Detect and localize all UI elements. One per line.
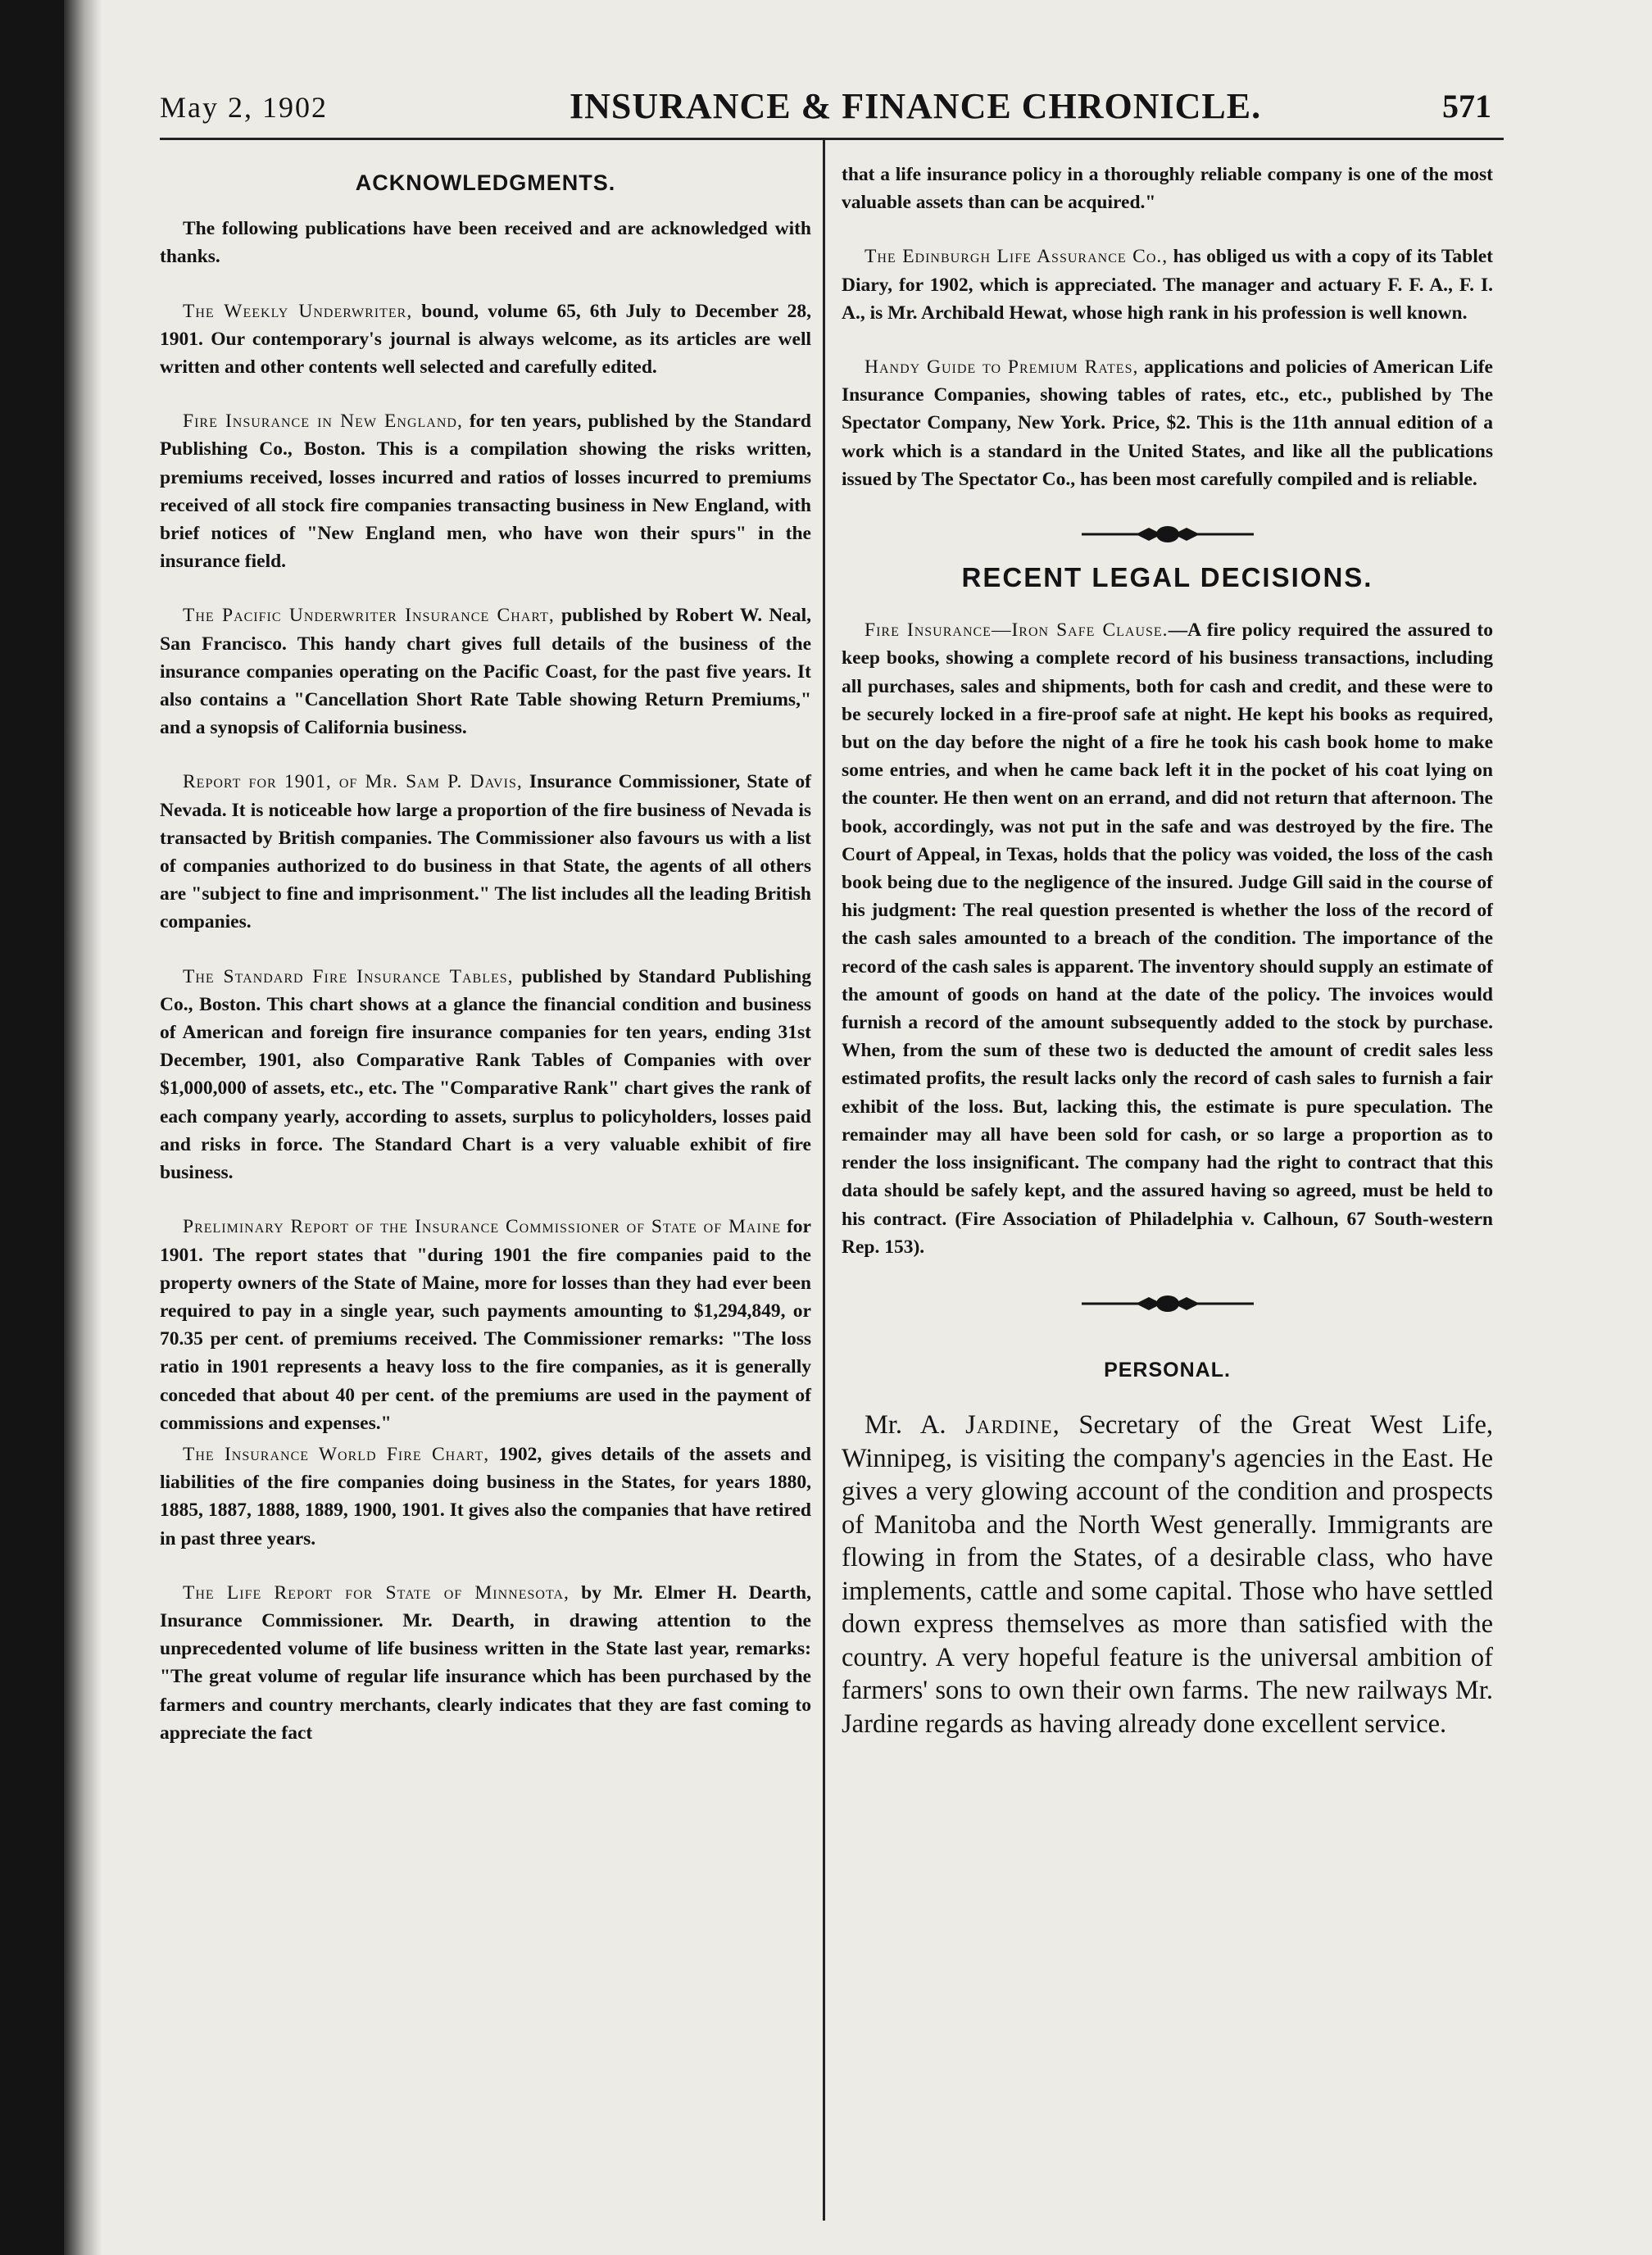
ack-entry	[160, 1213, 811, 1437]
ack-entry	[842, 353, 1493, 493]
section-ornament-icon	[1082, 520, 1254, 549]
personal-heading: PERSONAL.	[1104, 1358, 1231, 1382]
legal-decision-text: —A fire policy required the assured to keep books, showing a complete record of his business transactions, including all purchases, sales and shipments, both for cash and credit, and these were to be securely locked in a fire-proof safe at night. He kept his books as required, but on the day before the night of a fire he took his cash book home to make some entries, and when he came back left it in the pocket of his coat lying on the counter. He then went on an errand, and did not return that afternoon. The book, accordingly, was not put in the safe and was destroyed by the fire. The Court of Appeal, in Texas, holds that the policy was voided, the loss of the cash book being due to the negligence of the insured. Judge Gill said in the course of his judgment: The real question presented is whether the loss of the record of the cash sales amounted to a breach of the condition. The importance of the record of the cash sales is apparent. The inventory should supply an estimate of the amount of goods on hand at the date of the policy. The invoices would furnish a record of the amount subsequently added to the stock by purchase. When, from the sum of these two is deducted the amount of credit sales less estimated profits, the result lacks only the record of cash sales to furnish a fair exhibit of the loss. But, lacking this, the estimate is pure speculation. The remainder may all have been sold for cash, or so large a proportion as to render the loss insignificant. The company had the right to contract that this data should be safely kept, and the assured having so agreed, must be held to his contract. (Fire Association of Philadelphia v. Calhoun, 67 South-western Rep. 153).	[842, 619, 1493, 1258]
ack-entry-text: published by Standard Publishing Co., Boston. This chart shows at a glance the financial condition and business of American and foreign fire insurance companies for ten years, ending 31st December, 1901, also Comparative Rank Tables of Companies with over $1,000,000 of assets, etc., etc. The "Comparative Rank" chart gives the rank of each company yearly, according to assets, surplus to policyholders, losses paid and risks in force. The Standard Chart is a very valuable exhibit of fire business.	[160, 965, 811, 1184]
ack-entry-text: bound, volume 65, 6th July to December 28, 1901. Our contemporary's journal is always welcome, as its articles are well written and other contents well selected and carefully edited.	[160, 300, 811, 379]
personal-name: Jardine	[965, 1410, 1053, 1441]
ack-entry-lead: The Pacific Underwriter Insurance Chart,	[183, 605, 555, 627]
header-rule	[160, 138, 1504, 140]
ack-entry	[160, 407, 811, 575]
ack-entry-text: The following publications have been received and are acknowledged with thanks.	[160, 218, 811, 268]
personal-item	[842, 1409, 1493, 1740]
right-column	[842, 161, 1493, 1767]
continued-text: that a life insurance policy in a thoroughly reliable company is one of the most valuable assets than can be acquired."	[842, 164, 1493, 214]
ack-entry-lead: The Standard Fire Insurance Tables,	[183, 965, 514, 987]
ack-entry	[842, 243, 1493, 327]
ack-entry-lead: Preliminary Report of the Insurance Commissioner of State of Maine	[183, 1216, 782, 1238]
running-head	[160, 85, 1491, 128]
ack-entry-lead: The Weekly Underwriter,	[183, 300, 413, 322]
ack-entry-text: has obliged us with a copy of its Tablet Diary, for 1902, which is appreciated. The manager and actuary F. F. A., F. I. A., is Mr. Archibald Hewat, whose high rank in his profession is well known.	[842, 246, 1493, 324]
header-title: INSURANCE & FINANCE CHRONICLE.	[570, 86, 1262, 126]
ack-entry-lead: The Insurance World Fire Chart,	[183, 1443, 490, 1465]
acknowledgments-heading: ACKNOWLEDGMENTS.	[355, 170, 616, 195]
ack-entry-text: for 1901. The report states that "during 1901 the fire companies paid to the property owners of the State of Maine, more for losses than they had ever been required to pay in a single year, such payments amounting to $1,294,849, or 70.35 per cent. of premiums received. The Commissioner remarks: "The loss ratio in 1901 represents a heavy loss to the fire companies, as it is generally conceded that about 40 per cent. of the premiums are used in the payment of commissions and expenses."	[160, 1216, 811, 1434]
ack-entry	[160, 1441, 811, 1553]
ack-entry-text: Insurance Commissioner, State of Nevada. It is noticeable how large a proportion of the fire business of Nevada is transacted by British companies. The Commissioner also favours us with a list of companies authorized to do business in that State, the agents of all others are "subject to fine and imprisonment." The list includes all the leading British companies.	[160, 771, 811, 933]
ack-entry-text: applications and policies of American Life Insurance Companies, showing tables of rates, etc., etc., published by The Spectator Company, New York. Price, $2. This is the 11th annual edition of a work which is a standard in the United States, and like all the publications issued by The Spectator Co., has been most carefully compiled and is reliable.	[842, 356, 1493, 490]
ack-entry	[160, 601, 811, 742]
legal-decisions-heading: RECENT LEGAL DECISIONS.	[961, 562, 1373, 593]
ack-entry-lead: The Life Report for State of Minnesota,	[183, 1581, 570, 1604]
page-number: 571	[1442, 88, 1491, 125]
personal-text: , Secretary of the Great West Life, Winnipeg, is visiting the company's agencies in the East. He gives a very glowing account of the condition and prospects of Manitoba and the North West generally. Immigrants are flowing in from the States, of a desirable class, who have implements, cattle and some capital. Those who have settled down express themselves as more than satisfied with the country. A very hopeful feature is the universal ambition of farmers' sons to own their own farms. The new railways Mr. Jardine regards as having already done excellent service.	[842, 1410, 1493, 1739]
ack-entry-lead: The Edinburgh Life Assurance Co.,	[865, 246, 1169, 268]
header-date: May 2, 1902	[160, 91, 328, 124]
section-ornament-icon	[1082, 1289, 1254, 1318]
ack-entry	[160, 1579, 811, 1747]
ack-entry-text: by Mr. Elmer H. Dearth, Insurance Commissioner. Mr. Dearth, in drawing attention to the unprecedented volume of life business written in the State last year, remarks: "The great volume of regular life insurance which has been purchased by the farmers and country merchants, clearly indicates that they are fast coming to appreciate the fact	[160, 1581, 811, 1744]
legal-decision	[842, 616, 1493, 1261]
legal-decision-lead: Fire Insurance—Iron Safe Clause.	[865, 619, 1169, 642]
ack-entry-lead: Report for 1901, of Mr. Sam P. Davis,	[183, 771, 523, 793]
column-divider	[823, 139, 825, 2221]
left-column	[160, 161, 811, 1773]
ack-entry-text: 1902, gives details of the assets and liabilities of the fire companies doing business in the States, for years 1880, 1885, 1887, 1888, 1889, 1900, 1901. It gives also the companies that have retired in past three years.	[160, 1443, 811, 1549]
ack-entry-lead: Fire Insurance in New England,	[183, 411, 463, 433]
ack-entry-text: published by Robert W. Neal, San Francisco. This handy chart gives full details of the business of the insurance companies operating on the Pacific Coast, for the past five years. It also contains a "Cancellation Short Rate Table showing Return Premiums," and a synopsis of California business.	[160, 605, 811, 739]
ack-entry	[160, 963, 811, 1187]
ack-entry	[160, 215, 811, 270]
ack-entry-lead: Handy Guide to Premium Rates,	[865, 356, 1139, 379]
personal-name-prefix: Mr. A.	[865, 1410, 966, 1441]
ack-entry	[160, 768, 811, 936]
ack-entry-text: for ten years, published by the Standard Publishing Co., Boston. This is a compilation showing the risks written, premiums received, losses incurred and ratios of losses incurred to premiums received of all stock fire companies transacting business in New England, with brief notices of "New England men, who have won their spurs" in the insurance field.	[160, 411, 811, 573]
binding-shadow	[64, 0, 102, 2255]
ack-entry	[160, 297, 811, 382]
